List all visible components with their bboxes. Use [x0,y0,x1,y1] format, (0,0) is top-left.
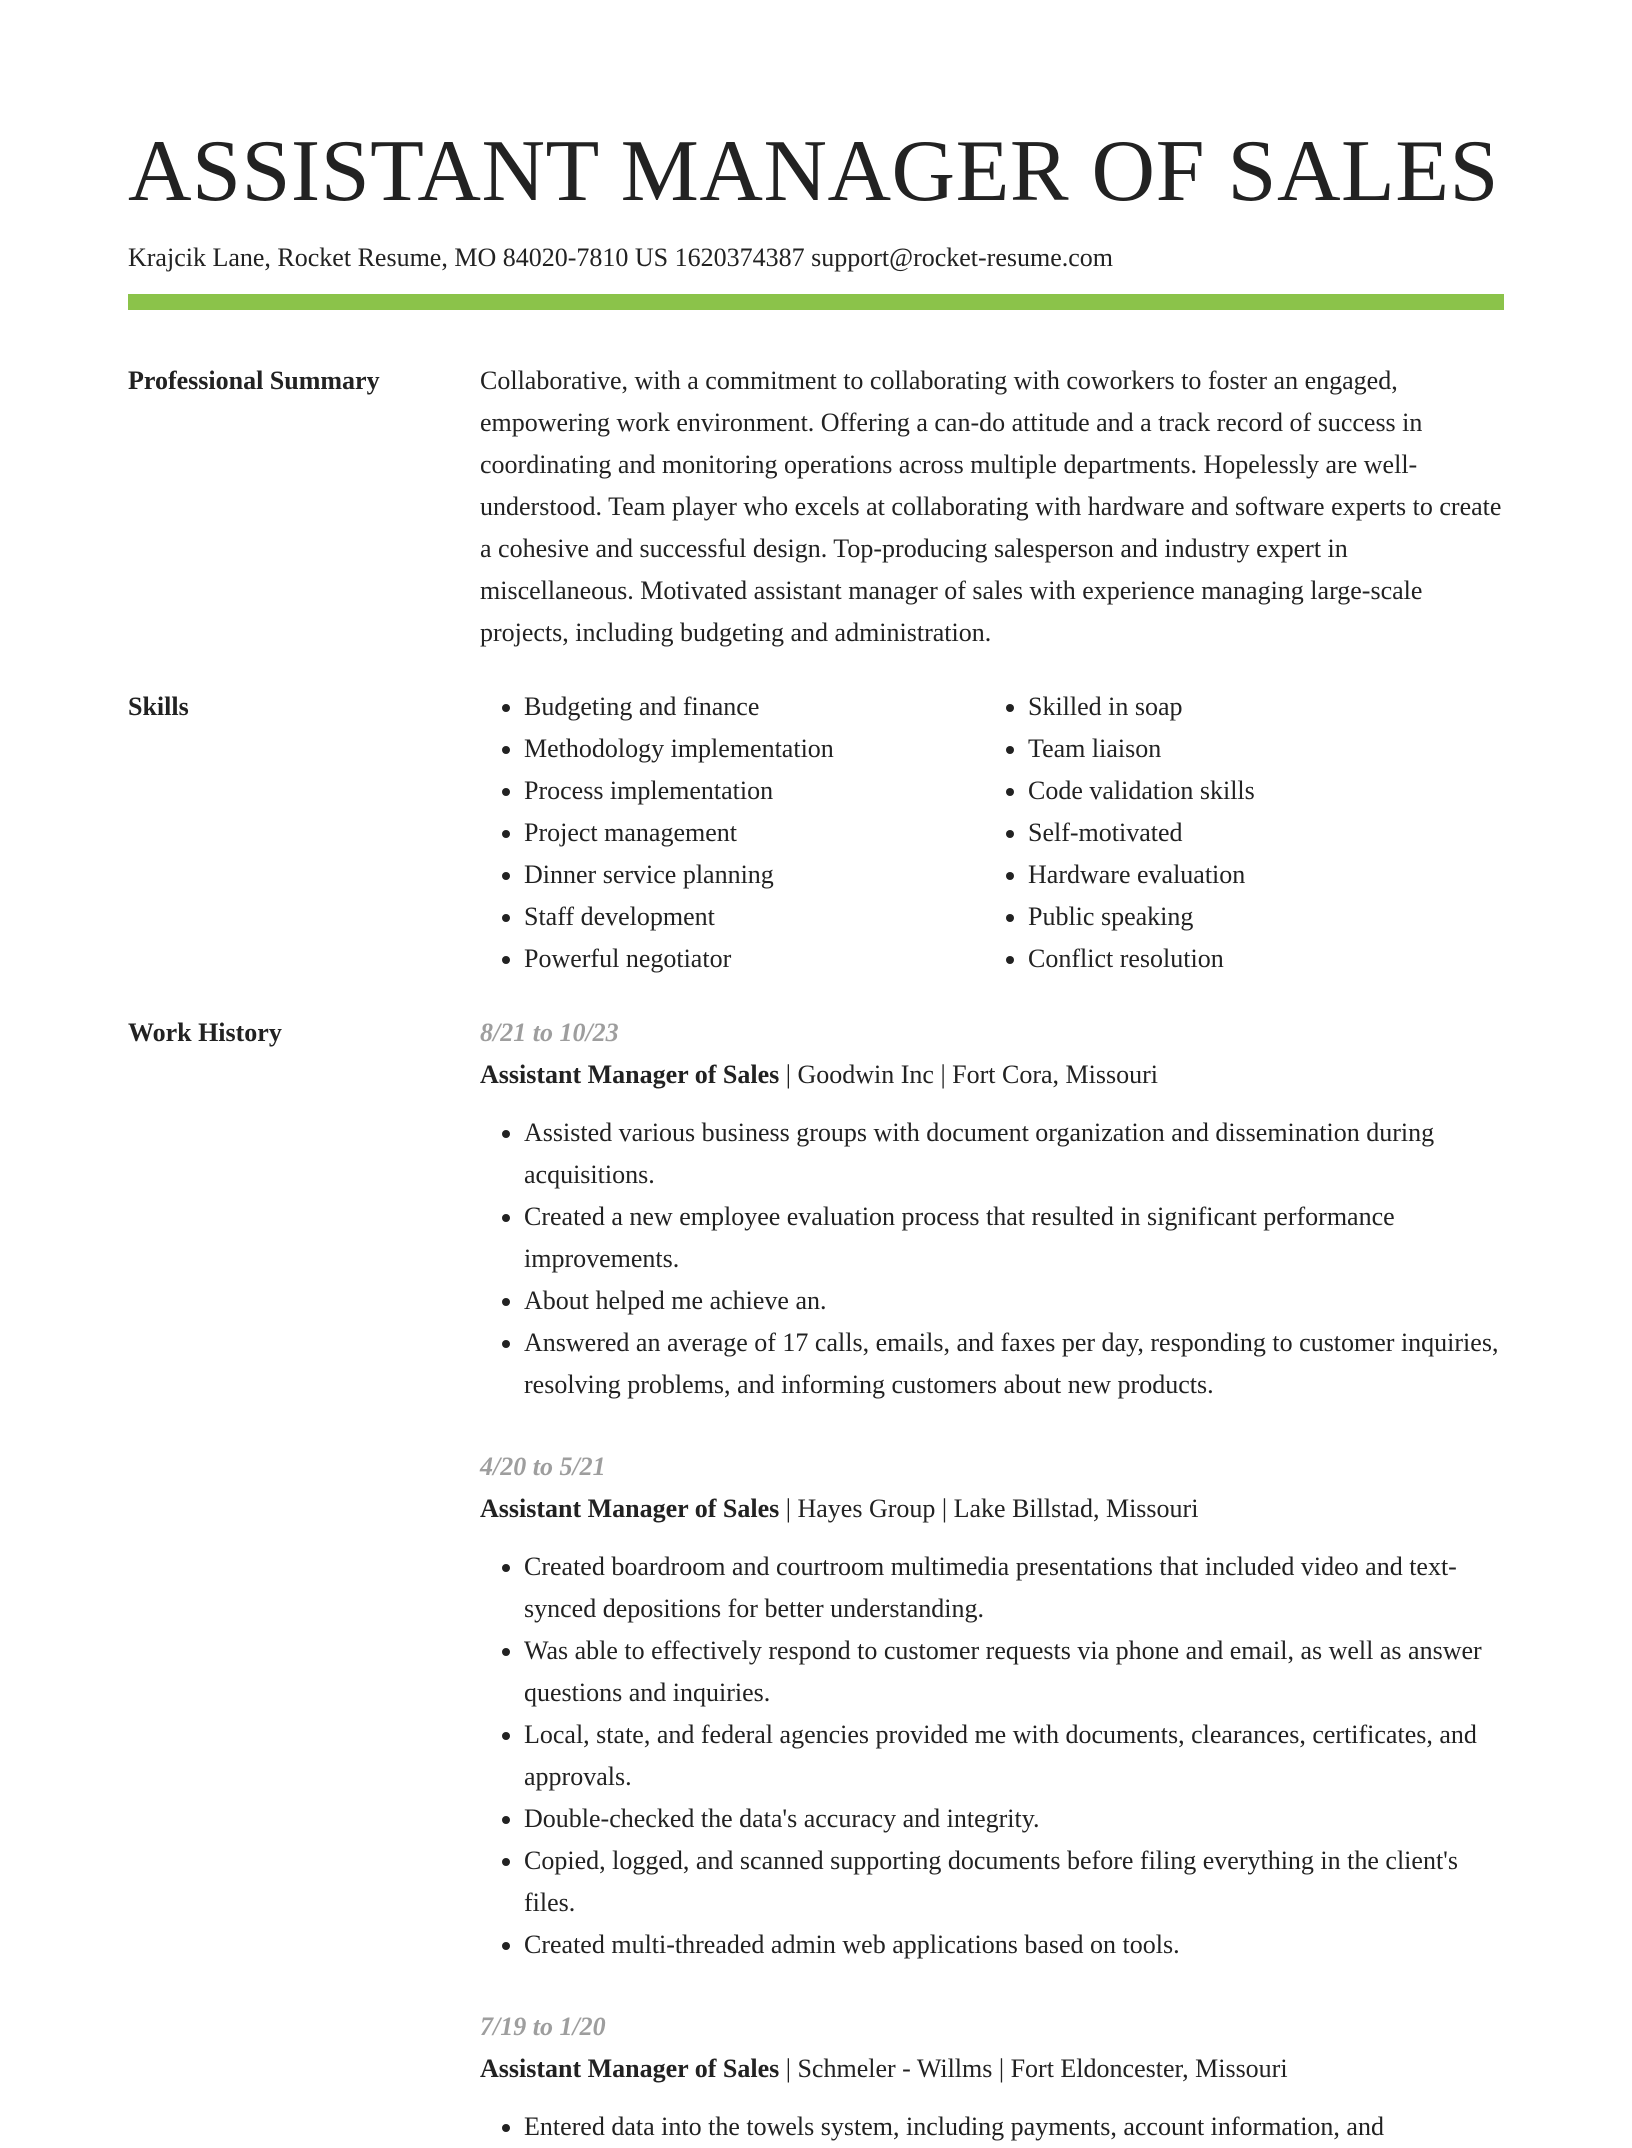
separator: | [779,1494,798,1523]
job-bullets [480,1546,1504,1966]
separator: | [992,2054,1011,2083]
header-divider [128,294,1504,310]
job-role: Assistant Manager of Sales [480,2054,780,2083]
job-role: Assistant Manager of Sales [480,1494,780,1523]
job-company: Goodwin Inc [797,1060,934,1089]
skill-item: • Powerful negotiator [524,938,984,980]
work-history-body [480,1012,1504,2148]
job-entry [480,1012,1504,1406]
job-bullet: • Entered data into the towels system, including payments, account information, and [524,2106,1504,2148]
summary-text: Collaborative, with a commitment to collaborating with coworkers to foster an engaged, empowering work environment. Offering a can-do attitude and a track record of success in coordinating and monitoring operations across multiple departments. Hopelessly are well-understood. Team player who excels at collaborating with hardware and software experts to create a cohesive and successful design. Top-producing salesperson and industry expert in miscellaneous. Motivated assistant manager of sales with experience managing large-scale projects, including budgeting and administration. [480,366,1502,647]
separator: | [779,2054,798,2083]
job-role-line [480,2048,1504,2090]
job-bullet: • Created a new employee evaluation process that resulted in significant performance improvements. [524,1196,1504,1280]
separator: | [933,1060,953,1089]
job-bullet: • Assisted various business groups with document organization and dissemination during acquisitions. [524,1112,1504,1196]
job-bullet: • About helped me achieve an. [524,1280,1504,1322]
resume-title: ASSISTANT MANAGER OF SALES [128,123,1499,220]
section-label-work-history: Work History [128,1018,282,1047]
skill-item: • Budgeting and finance [524,686,984,728]
skills-list-left [480,686,984,980]
job-bullet: • Created multi-threaded admin web applications based on tools. [524,1924,1504,1966]
job-bullet: • Copied, logged, and scanned supporting documents before filing everything in the client's files. [524,1840,1504,1924]
skill-item: • Skilled in soap [1028,686,1488,728]
job-bullets [480,1112,1504,1406]
skill-item: • Staff development [524,896,984,938]
summary-body [480,360,1504,654]
skill-item: • Process implementation [524,770,984,812]
skill-item: • Conflict resolution [1028,938,1488,980]
skill-item: • Project management [524,812,984,854]
skill-item: • Dinner service planning [524,854,984,896]
job-bullet: • Double-checked the data's accuracy and integrity. [524,1798,1504,1840]
job-location: Lake Billstad, Missouri [953,1494,1199,1523]
job-entry [480,1446,1504,1966]
job-role-line [480,1488,1504,1530]
job-dates: 8/21 to 10/23 [480,1018,619,1047]
job-company: Hayes Group [797,1494,936,1523]
job-role: Assistant Manager of Sales [480,1060,780,1089]
section-label-summary: Professional Summary [128,366,380,395]
job-bullet: • Created boardroom and courtroom multimedia presentations that included video and text-synced depositions for better understanding. [524,1546,1504,1630]
skill-item: • Code validation skills [1028,770,1488,812]
skill-item: • Methodology implementation [524,728,984,770]
job-bullet: • Local, state, and federal agencies provided me with documents, clearances, certificates, and approvals. [524,1714,1504,1798]
skill-item: • Self-motivated [1028,812,1488,854]
professional-summary-section [128,360,1504,654]
separator: | [779,1060,798,1089]
job-bullets [480,2106,1504,2148]
job-bullet: • Was able to effectively respond to customer requests via phone and email, as well as answer questions and inquiries. [524,1630,1504,1714]
job-bullet: • Answered an average of 17 calls, emails, and faxes per day, responding to customer inquiries, resolving problems, and informing customers about new products. [524,1322,1504,1406]
resume-page [128,0,1504,2148]
job-location: Fort Eldoncester, Missouri [1010,2054,1288,2083]
job-role-line [480,1054,1504,1096]
section-label-skills: Skills [128,692,189,721]
job-entry [480,2006,1504,2148]
job-dates: 4/20 to 5/21 [480,1452,606,1481]
skills-body [480,686,1504,980]
job-location: Fort Cora, Missouri [952,1060,1159,1089]
skills-section [128,686,1504,980]
work-history-section [128,1012,1504,2148]
job-dates: 7/19 to 1/20 [480,2012,606,2041]
skills-columns [480,686,1504,980]
skill-item: • Hardware evaluation [1028,854,1488,896]
job-company: Schmeler - Willms [797,2054,993,2083]
skill-item: • Team liaison [1028,728,1488,770]
skill-item: • Public speaking [1028,896,1488,938]
skills-list-right [984,686,1488,980]
separator: | [935,1494,954,1523]
contact-line: Krajcik Lane, Rocket Resume, MO 84020-7810 US 1620374387 support@rocket-resume.com [128,243,1114,272]
